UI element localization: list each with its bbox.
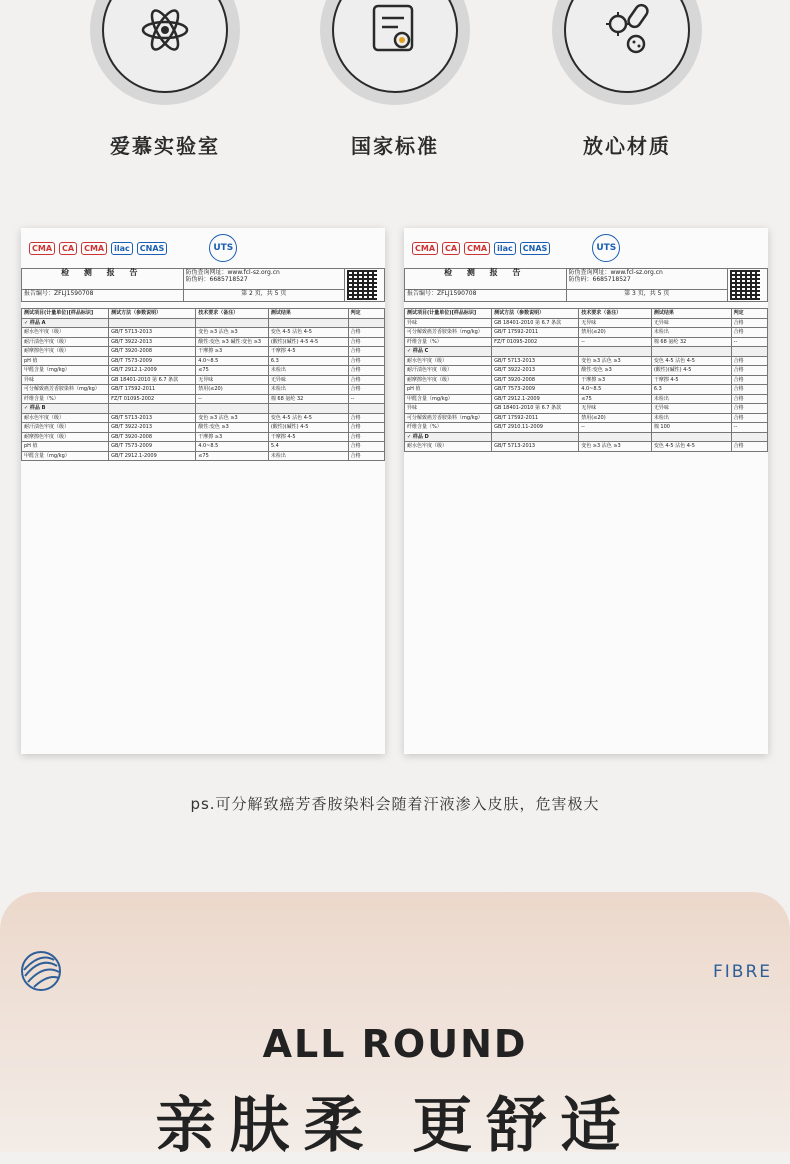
fibre-label: FIBRE [712,962,772,982]
table-cell: 合格 [348,385,384,395]
anti-fake-code: 防伪码：6685718527 [568,275,631,283]
table-cell: -- [348,394,384,404]
table-cell [268,318,348,328]
table-row [22,328,385,338]
table-cell: GB/T 5713-2013 [492,442,579,452]
table-cell: ✓ 样品 D [405,432,492,442]
table-row [22,347,385,357]
yarn-ball-icon [20,950,62,992]
table-cell: 合格 [348,328,384,338]
table-cell: -- [579,423,652,433]
table-cell: 合格 [731,356,767,366]
table-row [22,318,385,328]
table-row [22,385,385,395]
headline-cn: 亲肤柔 更舒适 [155,1091,635,1161]
table-header-row [405,309,768,319]
table-cell: 合格 [731,442,767,452]
report-number: 报告编号：ZFLJ1590708 [22,289,184,301]
table-cell: 干摩擦 4-5 [268,432,348,442]
table-cell: 未检出 [651,413,731,423]
material-badge [552,0,702,105]
table-cell [579,432,652,442]
table-cell: 可分解致癌芳香胺染料（mg/kg） [22,385,109,395]
report-title: 检 测 报 告 [22,269,184,290]
column-header: 测试项目(计量单位)[样品标识] [405,309,492,319]
table-cell [268,404,348,414]
table-cell: GB/T 2912.1-2009 [492,394,579,404]
table-cell: 耐水色牢度（级） [22,413,109,423]
table-cell: 棉 68 氨纶 32 [268,394,348,404]
table-cell [348,404,384,414]
table-cell: 耐汗渍色牢度（级） [405,366,492,376]
atom-icon [134,0,196,58]
table-cell: 耐摩擦色牢度（级） [405,375,492,385]
table-cell [196,318,269,328]
table-cell: ≤75 [196,451,269,461]
column-header: 测试结果 [268,309,348,319]
table-cell: 6.3 [651,385,731,395]
table-row [22,375,385,385]
table-cell: 纤维含量（%） [22,394,109,404]
certificate-icon [364,0,426,58]
table-row [405,328,768,338]
table-cell: GB/T 2912.1-2009 [109,451,196,461]
cma-logo: CMA [412,242,438,255]
table-row [22,432,385,442]
table-cell: 酸性:变色 ≥3 [196,423,269,433]
table-cell: -- [731,337,767,347]
column-header: 判定 [731,309,767,319]
table-cell [492,347,579,357]
column-header: 技术要求（备注） [196,309,269,319]
table-cell: GB/T 7573-2009 [109,356,196,366]
table-cell: 可分解致癌芳香胺染料（mg/kg） [405,328,492,338]
standard-badge [320,0,470,105]
headline: ALL ROUND [262,1022,528,1066]
table-row [405,337,768,347]
cma-logo-2: CMA [81,242,107,255]
table-cell [579,347,652,357]
report-number: 报告编号：ZFLJ1590708 [405,289,567,301]
table-cell: 合格 [348,451,384,461]
table-cell [348,318,384,328]
table-row [22,442,385,452]
table-cell: GB/T 3922-2013 [492,366,579,376]
table-row [405,318,768,328]
table-cell: 变色 4-5 沾色 4-5 [268,413,348,423]
table-cell: 未检出 [651,394,731,404]
badge-label-standard: 国家标准 [351,134,439,158]
table-cell: 棉 100 [651,423,731,433]
column-header: 技术要求（备注） [579,309,652,319]
test-report-page-3 [404,228,768,754]
table-cell: 异味 [405,318,492,328]
table-cell: GB 18401-2010 第 6.7 条款 [492,404,579,414]
table-cell: (酸性)(碱性) 4-5 [651,366,731,376]
table-cell: ✓ 样品 B [22,404,109,414]
table-cell: 合格 [348,356,384,366]
report-header [404,228,768,268]
table-cell: 耐水色牢度（级） [405,442,492,452]
table-row [22,337,385,347]
table-cell: ≤75 [196,366,269,376]
table-cell: GB/T 17592-2011 [109,385,196,395]
table-cell: 可分解致癌芳香胺染料（mg/kg） [405,413,492,423]
report-title: 检 测 报 告 [405,269,567,290]
table-cell: 合格 [348,432,384,442]
table-row [405,423,768,433]
table-row [22,423,385,433]
table-cell: GB 18401-2010 第 6.7 条款 [492,318,579,328]
cnas-logo: CNAS [520,242,551,255]
table-cell: 甲醛含量（mg/kg） [405,394,492,404]
table-row [405,413,768,423]
column-header: 判定 [348,309,384,319]
table-row [405,347,768,357]
lab-badge [90,0,240,105]
table-row [405,394,768,404]
table-cell: 未检出 [268,451,348,461]
table-cell: 无异味 [651,318,731,328]
table-cell: 合格 [348,366,384,376]
table-cell: 甲醛含量（mg/kg） [22,366,109,376]
table-cell: -- [579,337,652,347]
badge-label-lab: 爱慕实验室 [110,134,220,158]
report-header [21,228,385,268]
table-cell: 合格 [731,375,767,385]
table-cell: 耐水色牢度（级） [22,328,109,338]
table-cell: 合格 [731,366,767,376]
table-cell: 异味 [22,375,109,385]
table-cell: 无异味 [268,375,348,385]
table-cell: pH 值 [22,356,109,366]
table-cell: pH 值 [405,385,492,395]
badge-label-material: 放心材质 [583,134,671,158]
table-cell: 未检出 [268,385,348,395]
table-cell: 耐汗渍色牢度（级） [22,423,109,433]
report-title-table [404,268,768,302]
column-header: 测试项目(计量单位)[样品标识] [22,309,109,319]
table-cell: FZ/T 01095-2002 [492,337,579,347]
table-cell: 无异味 [196,375,269,385]
table-cell: 耐摩擦色牢度（级） [22,347,109,357]
microbe-icon [596,0,658,58]
table-cell: 4.0~8.5 [196,442,269,452]
table-cell: 禁用(≤20) [196,385,269,395]
table-cell: 6.3 [268,356,348,366]
table-row [22,451,385,461]
query-url: 防伪查询网址：www.fcl-sz.org.cn [185,269,280,276]
table-cell: 耐水色牢度（级） [405,356,492,366]
table-cell: GB/T 17592-2011 [492,413,579,423]
ilac-logo: ilac [494,242,516,255]
page-number: 第 2 页，共 5 页 [183,289,345,301]
cma-logo-2: CMA [464,242,490,255]
column-header: 测试方法（参数说明） [492,309,579,319]
table-row [22,413,385,423]
table-cell: 变色 4-5 沾色 4-5 [651,356,731,366]
ilac-logo: ilac [111,242,133,255]
table-cell: 合格 [731,318,767,328]
table-cell [651,432,731,442]
table-cell: ✓ 样品 C [405,347,492,357]
table-cell: GB/T 17592-2011 [492,328,579,338]
table-cell: 合格 [348,337,384,347]
table-cell: 4.0~8.5 [579,385,652,395]
table-row [405,385,768,395]
table-cell: pH 值 [22,442,109,452]
table-cell [731,432,767,442]
fibre-panel [0,892,790,1161]
uts-logo: UTS [209,234,237,262]
results-table [21,308,385,461]
query-url: 防伪查询网址：www.fcl-sz.org.cn [568,269,663,276]
table-cell [109,318,196,328]
table-row [405,442,768,452]
cnas-logo: CNAS [137,242,168,255]
table-cell: (酸性)(碱性) 4-5 [268,423,348,433]
table-cell: GB/T 3922-2013 [109,423,196,433]
table-header-row [22,309,385,319]
table-cell: 干摩擦 ≥3 [196,347,269,357]
table-cell: 合格 [731,328,767,338]
table-cell: 异味 [405,404,492,414]
table-cell: 未检出 [651,328,731,338]
table-cell: GB/T 7573-2009 [109,442,196,452]
table-cell: -- [196,394,269,404]
table-cell: ✓ 样品 A [22,318,109,328]
table-cell: 干摩擦 ≥3 [579,375,652,385]
table-cell: 无异味 [579,318,652,328]
table-cell: 合格 [348,423,384,433]
table-cell: GB/T 5713-2013 [109,413,196,423]
badge-row [0,0,790,180]
table-row [405,366,768,376]
table-cell: 甲醛含量（mg/kg） [22,451,109,461]
caption-text: ps.可分解致癌芳香胺染料会随着汗液渗入皮肤，危害极大 [190,795,600,813]
table-cell: 合格 [731,413,767,423]
table-row [405,404,768,414]
results-table [404,308,768,452]
page-number: 第 3 页，共 5 页 [566,289,728,301]
table-cell: 变色 4-5 沾色 4-5 [651,442,731,452]
report-title-table [21,268,385,302]
table-cell: ≤75 [579,394,652,404]
table-cell [731,347,767,357]
table-row [405,432,768,442]
table-cell: 干摩擦 4-5 [651,375,731,385]
table-cell [492,432,579,442]
table-cell: -- [731,423,767,433]
table-cell: 合格 [348,442,384,452]
table-cell [196,404,269,414]
table-cell: 纤维含量（%） [405,337,492,347]
table-cell: GB/T 7573-2009 [492,385,579,395]
ca-logo: CA [442,242,460,255]
table-row [22,404,385,414]
table-row [405,356,768,366]
table-cell: 变色 ≥3 沾色 ≥3 [196,328,269,338]
ca-logo: CA [59,242,77,255]
table-cell: GB/T 2910.11-2009 [492,423,579,433]
table-cell: 合格 [731,385,767,395]
table-cell: 合格 [348,375,384,385]
column-header: 测试方法（参数说明） [109,309,196,319]
table-row [22,394,385,404]
table-cell: 纤维含量（%） [405,423,492,433]
table-cell: 干摩擦 ≥3 [196,432,269,442]
table-cell: 禁用(≤20) [579,413,652,423]
uts-logo: UTS [592,234,620,262]
table-cell: 5.4 [268,442,348,452]
table-cell: 合格 [348,347,384,357]
table-cell: 耐摩擦色牢度（级） [22,432,109,442]
table-cell: GB/T 5713-2013 [109,328,196,338]
table-cell: 干摩擦 4-5 [268,347,348,357]
table-cell: 合格 [348,413,384,423]
table-cell: 未检出 [268,366,348,376]
table-cell [109,404,196,414]
qr-code[interactable] [347,270,377,300]
table-cell: 无异味 [579,404,652,414]
table-cell: 酸性:变色 ≥3 碱性:变色 ≥3 [196,337,269,347]
table-cell: GB/T 2912.1-2009 [109,366,196,376]
table-cell: 变色 ≥3 沾色 ≥3 [579,356,652,366]
table-cell [651,347,731,357]
table-cell: 变色 ≥3 沾色 ≥3 [196,413,269,423]
table-cell: GB/T 3922-2013 [109,337,196,347]
table-cell: FZ/T 01095-2002 [109,394,196,404]
table-cell: 耐汗渍色牢度（级） [22,337,109,347]
qr-code[interactable] [730,270,760,300]
anti-fake-code: 防伪码：6685718527 [185,275,248,283]
table-cell: GB/T 3920-2008 [492,375,579,385]
table-cell: 棉 68 氨纶 32 [651,337,731,347]
table-cell: 无异味 [651,404,731,414]
table-cell: 合格 [731,404,767,414]
table-cell: 变色 ≥3 沾色 ≥3 [579,442,652,452]
table-cell: 合格 [731,394,767,404]
table-cell: GB/T 3920-2008 [109,432,196,442]
table-cell: 禁用(≤20) [579,328,652,338]
table-cell: (酸性)(碱性) 4-5 4-5 [268,337,348,347]
table-cell: GB 18401-2010 第 6.7 条款 [109,375,196,385]
table-row [22,366,385,376]
table-cell: 4.0~8.5 [196,356,269,366]
table-cell: GB/T 3920-2008 [109,347,196,357]
table-cell: 变色 4-5 沾色 4-5 [268,328,348,338]
table-row [22,356,385,366]
table-row [405,375,768,385]
test-report-page-2 [21,228,385,754]
column-header: 测试结果 [651,309,731,319]
cma-logo: CMA [29,242,55,255]
table-cell: GB/T 5713-2013 [492,356,579,366]
table-cell: 酸性:变色 ≥3 [579,366,652,376]
